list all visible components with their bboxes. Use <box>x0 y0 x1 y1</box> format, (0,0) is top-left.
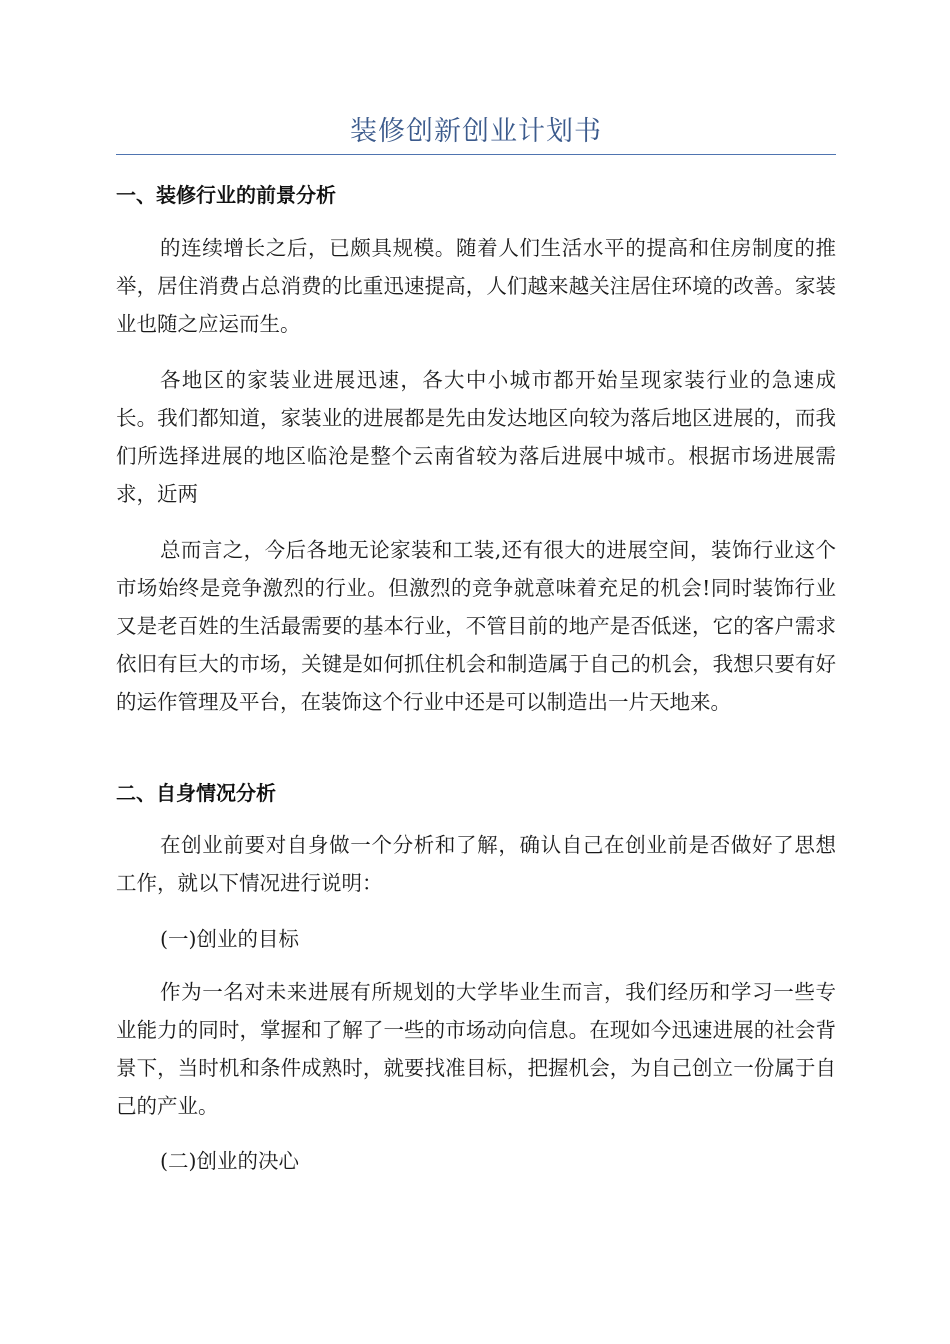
subheading-goal: (一)创业的目标 <box>160 927 299 951</box>
document-title: 装修创新创业计划书 <box>350 116 602 147</box>
paragraph-5: 作为一名对未来进展有所规划的大学毕业生而言，我们经历和学习一些专业能力的同时，掌握和了解了一些的市场动向信息。在现如今迅速进展的社会背景下，当时机和条件成熟时，就要找准目标，把握机会，为自己创立一份属于自己的产业。 <box>116 980 836 1118</box>
subheading-determination: (二)创业的决心 <box>160 1149 299 1173</box>
paragraph-4: 在创业前要对自身做一个分析和了解，确认自己在创业前是否做好了思想工作，就以下情况进行说明： <box>116 833 836 895</box>
section-heading-1: 一、装修行业的前景分析 <box>116 183 336 207</box>
title-underline <box>116 154 836 155</box>
paragraph-1: 的连续增长之后，已颇具规模。随着人们生活水平的提高和住房制度的推举，居住消费占总消费的比重迅速提高，人们越来越关注居住环境的改善。家装业也随之应运而生。 <box>116 236 836 336</box>
paragraph-2: 各地区的家装业进展迅速，各大中小城市都开始呈现家装行业的急速成长。我们都知道，家装业的进展都是先由发达地区向较为落后地区进展的，而我们所选择进展的地区临沧是整个云南省较为落后进展中城市。根据市场进展需求，近两 <box>116 368 836 506</box>
paragraph-3: 总而言之，今后各地无论家装和工装,还有很大的进展空间，装饰行业这个市场始终是竞争激烈的行业。但激烈的竞争就意味着充足的机会!同时装饰行业又是老百姓的生活最需要的基本行业，不管目前的地产是否低迷，它的客户需求依旧有巨大的市场，关键是如何抓住机会和制造属于自己的机会，我想只要有好的运作管理及平台，在装饰这个行业中还是可以制造出一片天地来。 <box>116 538 836 714</box>
section-heading-2: 二、自身情况分析 <box>116 781 276 805</box>
